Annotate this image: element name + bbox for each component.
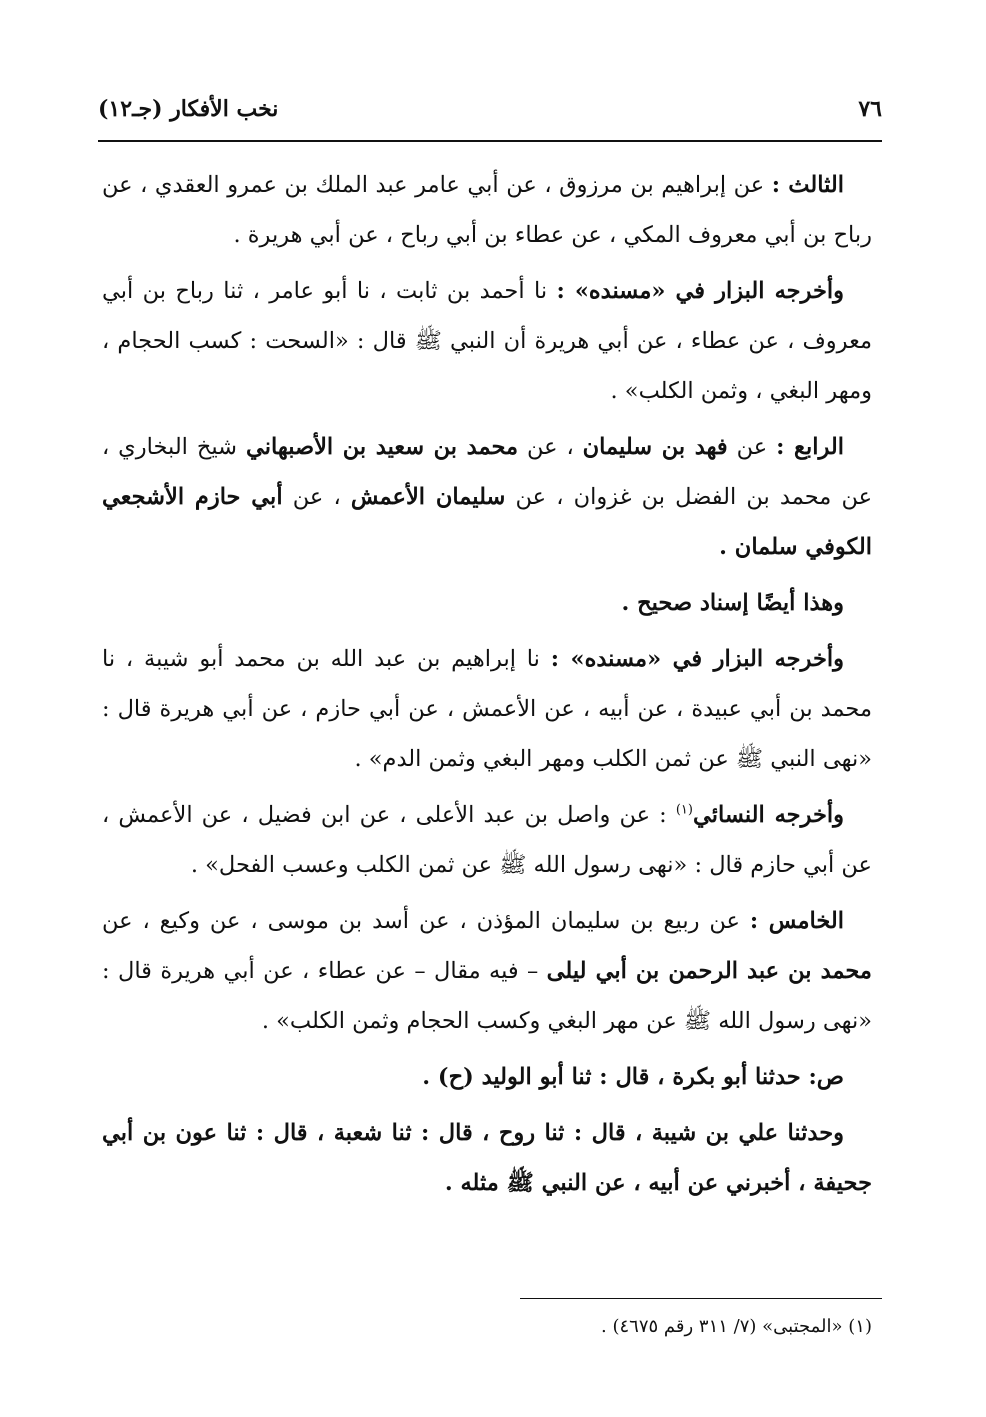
bold-text: الرابع : [776, 434, 844, 460]
paragraph-bazzar-2 [102, 634, 872, 784]
bold-text: ص: حدثنا أبو بكرة ، قال : ثنا أبو الوليد (ح) . [422, 1064, 844, 1090]
paragraph-sad-2 [102, 1108, 872, 1208]
paragraph-fifth-chain [102, 896, 872, 1046]
bold-text: وهذا أيضًا إسناد صحيح . [621, 590, 844, 616]
running-title: نخب الأفكار (جـ١٢) [98, 96, 279, 122]
paragraph-bazzar-1 [102, 266, 872, 416]
text-run: ، عن [518, 434, 583, 460]
paragraph-fourth-chain [102, 422, 872, 572]
page-number: ٧٦ [858, 96, 882, 122]
main-text [102, 160, 872, 1208]
text-run: عن [727, 434, 777, 460]
bold-text: وأخرجه البزار في «مسنده» : [550, 646, 844, 672]
bold-text: وأخرجه النسائي [692, 802, 844, 828]
bold-text: الخامس : [749, 908, 844, 934]
bold-text: وحدثنا علي بن شيبة ، قال : ثنا روح ، قال : ثنا شعبة ، قال : ثنا عون بن أبي جحيفة ، أخبرني عن أبيه ، عن النبي ﷺ مثله . [102, 1120, 872, 1196]
bold-text: فهد بن سليمان [582, 434, 728, 460]
paragraph-third-chain [102, 160, 872, 260]
text-run: : عن واصل بن عبد الأعلى ، عن ابن فضيل ، عن الأعمش ، عن أبي حازم قال : «نهى رسول الله ﷺ عن ثمن الكلب وعسب الفحل» . [102, 802, 872, 878]
paragraph-nasai [102, 790, 872, 890]
footnote-marker[interactable]: (١) [675, 802, 693, 818]
text-run: ، عن [282, 484, 351, 510]
bold-text: سليمان الأعمش [350, 484, 506, 510]
bold-text: الثالث : [771, 172, 845, 198]
text-run: عن إبراهيم بن مرزوق ، عن أبي عامر عبد الملك بن عمرو العقدي ، عن رباح بن أبي معروف المكي ، عن عطاء بن أبي رباح ، عن أبي هريرة . [102, 172, 872, 248]
header-rule [98, 140, 882, 142]
text-run: نا أحمد بن ثابت ، نا أبو عامر ، ثنا رباح بن أبي معروف ، عن عطاء ، عن أبي هريرة أن النبي ﷺ قال : «السحت : كسب الحجام ، ومهر البغي ، وثمن الكلب» . [102, 278, 872, 404]
bold-text: محمد بن عبد الرحمن بن أبي ليلى [546, 958, 872, 984]
paragraph-sad-1 [102, 1052, 872, 1102]
text-run: – فيه مقال – عن عطاء ، عن أبي هريرة قال : «نهى رسول الله ﷺ عن مهر البغي وكسب الحجام وثمن الكلب» . [102, 958, 872, 1034]
page-header [98, 96, 882, 136]
footnote-rule [520, 1298, 882, 1299]
text-run: عن ربيع بن سليمان المؤذن ، عن أسد بن موسى ، عن وكيع ، عن [102, 908, 750, 934]
footnote: (١) «المجتبى» (٧/ ٣١١ رقم ٤٦٧٥) . [601, 1316, 872, 1337]
bold-text: وأخرجه البزار في «مسنده» : [556, 278, 844, 304]
paragraph-sahih-note [102, 578, 872, 628]
text-run: شيخ البخاري ، عن محمد بن الفضل بن غزوان ، عن [102, 434, 873, 510]
bold-text: محمد بن سعيد بن الأصبهاني [245, 434, 519, 460]
bold-text: أبي حازم الأشجعي الكوفي سلمان . [102, 484, 872, 560]
text-run: نا إبراهيم بن عبد الله بن محمد أبو شيبة ، نا محمد بن أبي عبيدة ، عن أبيه ، عن الأعمش ، عن أبي حازم ، عن أبي هريرة قال : «نهى النبي ﷺ عن ثمن الكلب ومهر البغي وثمن الدم» . [102, 646, 872, 772]
